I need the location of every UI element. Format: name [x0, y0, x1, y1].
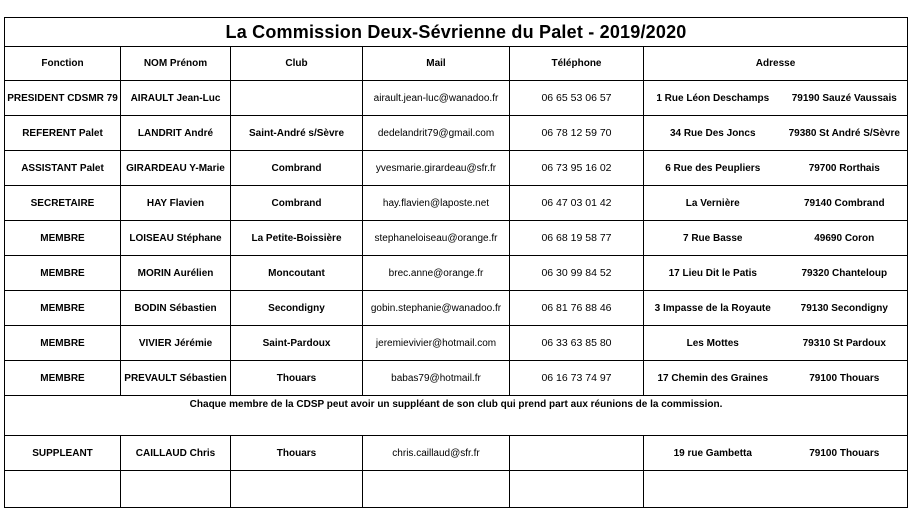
cell-nom: BODIN Sébastien	[121, 291, 231, 326]
table-row	[5, 221, 908, 256]
header-fonction: Fonction	[5, 47, 121, 81]
cell-rue: 3 Impasse de la Royaute	[644, 291, 782, 326]
cell-nom: MORIN Aurélien	[121, 256, 231, 291]
cell-nom: GIRARDEAU Y-Marie	[121, 151, 231, 186]
table-row	[5, 116, 908, 151]
cell-ville: 79310 St Pardoux	[782, 326, 908, 361]
cell-ville: 49690 Coron	[782, 221, 908, 256]
cell-telephone: 06 78 12 59 70	[510, 116, 644, 151]
page-title: La Commission Deux-Sévrienne du Palet - 2019/2020	[5, 18, 908, 47]
cell-ville: 79700 Rorthais	[782, 151, 908, 186]
cell-nom: LOISEAU Stéphane	[121, 221, 231, 256]
cell-mail: jeremievivier@hotmail.com	[363, 326, 510, 361]
cell-mail: chris.caillaud@sfr.fr	[363, 436, 510, 471]
header-mail: Mail	[363, 47, 510, 81]
cell-mail: hay.flavien@laposte.net	[363, 186, 510, 221]
cell-fonction: PRESIDENT CDSMR 79	[5, 81, 121, 116]
cell-club: Saint-Pardoux	[231, 326, 363, 361]
cell-nom: LANDRIT André	[121, 116, 231, 151]
cell-rue: 17 Lieu Dit le Patis	[644, 256, 782, 291]
note-row	[5, 396, 908, 436]
cell-rue: 7 Rue Basse	[644, 221, 782, 256]
cell-club: La Petite-Boissière	[231, 221, 363, 256]
empty-cell	[5, 471, 121, 508]
cell-nom: CAILLAUD Chris	[121, 436, 231, 471]
cell-telephone: 06 81 76 88 46	[510, 291, 644, 326]
cell-rue: Les Mottes	[644, 326, 782, 361]
cell-mail: stephaneloiseau@orange.fr	[363, 221, 510, 256]
cell-rue: 1 Rue Léon Deschamps	[644, 81, 782, 116]
cell-telephone: 06 65 53 06 57	[510, 81, 644, 116]
table-row	[5, 361, 908, 396]
cell-ville: 79320 Chanteloup	[782, 256, 908, 291]
header-telephone: Téléphone	[510, 47, 644, 81]
cell-ville: 79100 Thouars	[782, 361, 908, 396]
table-row	[5, 326, 908, 361]
empty-cell	[363, 471, 510, 508]
header-club: Club	[231, 47, 363, 81]
cell-fonction: REFERENT Palet	[5, 116, 121, 151]
empty-cell	[121, 471, 231, 508]
cell-telephone: 06 30 99 84 52	[510, 256, 644, 291]
cell-telephone: 06 47 03 01 42	[510, 186, 644, 221]
header-adresse: Adresse	[644, 47, 908, 81]
note-text: Chaque membre de la CDSP peut avoir un suppléant de son club qui prend part aux réunions de la commission.	[5, 396, 908, 436]
cell-mail: dedelandrit79@gmail.com	[363, 116, 510, 151]
cell-rue: 34 Rue Des Joncs	[644, 116, 782, 151]
cell-mail: babas79@hotmail.fr	[363, 361, 510, 396]
cell-ville: 79380 St André S/Sèvre	[782, 116, 908, 151]
cell-fonction: MEMBRE	[5, 291, 121, 326]
cell-nom: AIRAULT Jean-Luc	[121, 81, 231, 116]
cell-club	[231, 81, 363, 116]
empty-cell	[782, 471, 908, 508]
table-row	[5, 256, 908, 291]
cell-telephone: 06 73 95 16 02	[510, 151, 644, 186]
cell-ville: 79190 Sauzé Vaussais	[782, 81, 908, 116]
table-row	[5, 151, 908, 186]
table-row	[5, 186, 908, 221]
empty-row	[5, 471, 908, 508]
cell-rue: 17 Chemin des Graines	[644, 361, 782, 396]
cell-nom: PREVAULT Sébastien	[121, 361, 231, 396]
cell-mail: yvesmarie.girardeau@sfr.fr	[363, 151, 510, 186]
cell-rue: 19 rue Gambetta	[644, 436, 782, 471]
cell-telephone: 06 16 73 74 97	[510, 361, 644, 396]
header-nom: NOM Prénom	[121, 47, 231, 81]
cell-fonction: SUPPLEANT	[5, 436, 121, 471]
cell-fonction: MEMBRE	[5, 221, 121, 256]
cell-mail: brec.anne@orange.fr	[363, 256, 510, 291]
cell-fonction: MEMBRE	[5, 326, 121, 361]
cell-club: Moncoutant	[231, 256, 363, 291]
cell-club: Secondigny	[231, 291, 363, 326]
cell-fonction: SECRETAIRE	[5, 186, 121, 221]
cell-club: Combrand	[231, 186, 363, 221]
cell-fonction: MEMBRE	[5, 256, 121, 291]
suppleant-row	[5, 436, 908, 471]
cell-mail: airault.jean-luc@wanadoo.fr	[363, 81, 510, 116]
commission-table	[4, 17, 908, 508]
cell-mail: gobin.stephanie@wanadoo.fr	[363, 291, 510, 326]
cell-club: Saint-André s/Sèvre	[231, 116, 363, 151]
empty-cell	[510, 471, 644, 508]
cell-club: Combrand	[231, 151, 363, 186]
cell-club: Thouars	[231, 361, 363, 396]
table-row	[5, 291, 908, 326]
cell-ville: 79130 Secondigny	[782, 291, 908, 326]
header-row	[5, 47, 908, 81]
cell-telephone	[510, 436, 644, 471]
cell-rue: 6 Rue des Peupliers	[644, 151, 782, 186]
empty-cell	[644, 471, 782, 508]
empty-cell	[231, 471, 363, 508]
cell-club: Thouars	[231, 436, 363, 471]
cell-telephone: 06 33 63 85 80	[510, 326, 644, 361]
cell-nom: VIVIER Jérémie	[121, 326, 231, 361]
cell-telephone: 06 68 19 58 77	[510, 221, 644, 256]
cell-nom: HAY Flavien	[121, 186, 231, 221]
cell-ville: 79140 Combrand	[782, 186, 908, 221]
commission-sheet	[4, 17, 907, 523]
cell-fonction: ASSISTANT Palet	[5, 151, 121, 186]
cell-ville: 79100 Thouars	[782, 436, 908, 471]
cell-fonction: MEMBRE	[5, 361, 121, 396]
cell-rue: La Vernière	[644, 186, 782, 221]
table-row	[5, 81, 908, 116]
